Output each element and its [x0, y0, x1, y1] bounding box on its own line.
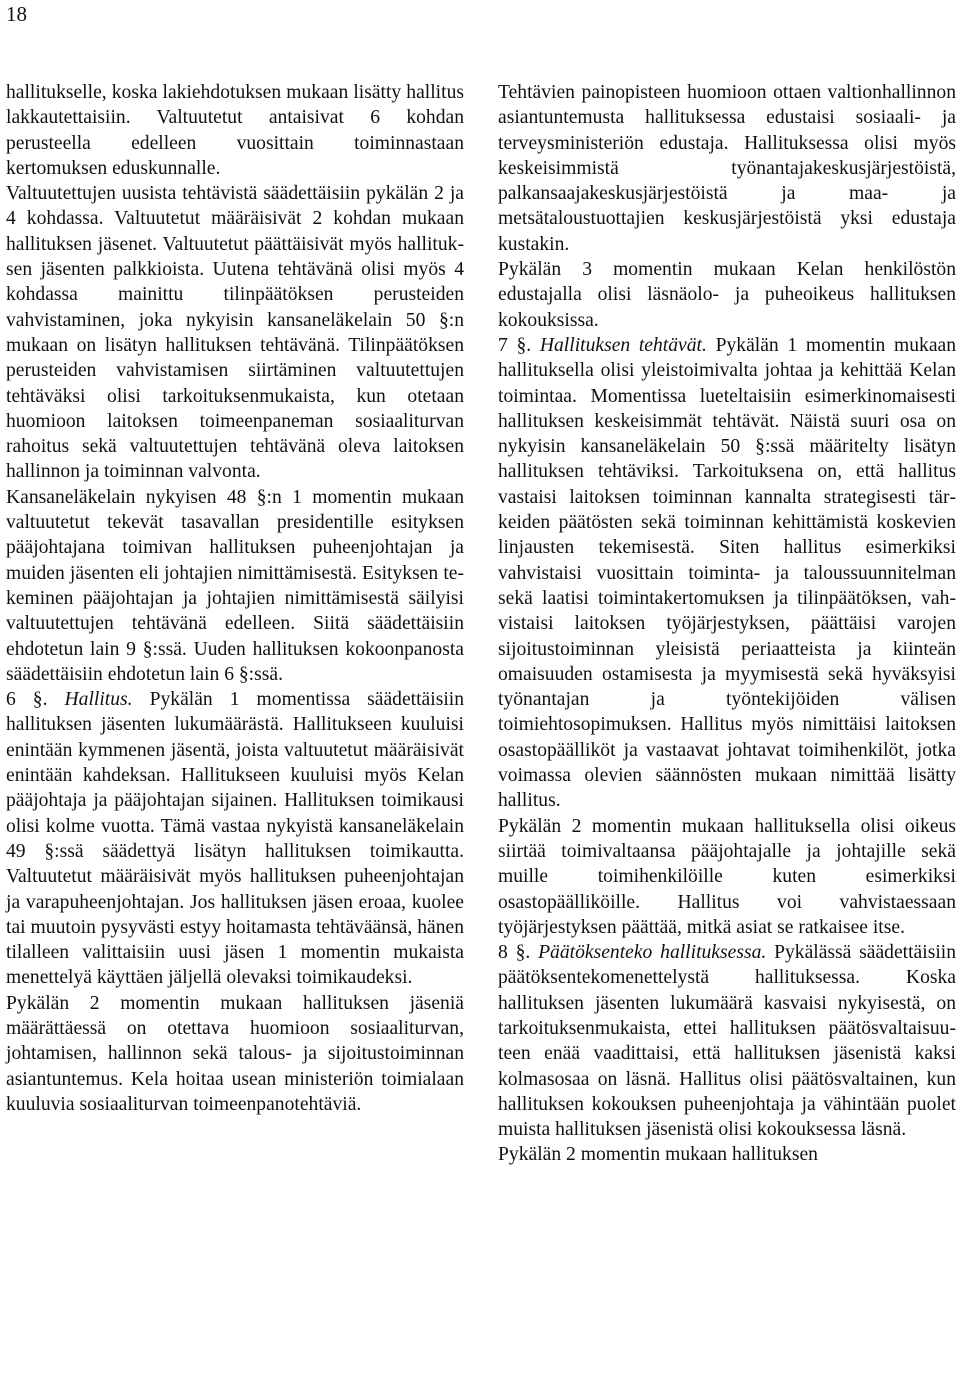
section-number: 6 §. [6, 689, 48, 711]
paragraph: Kansaneläkelain nykyisen 48 §:n 1 momentin mukaan valtuutetut tekevät tasavallan presidentille esityksen pääjohtajana toimivan hallituksen puheenjohtajan ja muiden jäsenten eli johtajien nimittämisestä. Esityksen tekeminen pääjohtajan ja johtajien nimittämisestä säilyisi valtuutettujen tehtävänä edelleen. Siitä säädettäisiin ehdotetun lain 9 §:ssä. Uuden hallituksen kokoonpanosta säädettäisiin ehdotetun lain 6 §:ssä. [6, 486, 464, 685]
section-paragraph-7 [498, 333, 956, 814]
page-number: 18 [6, 2, 27, 26]
paragraph: Pykälän 2 momentin mukaan hallituksella olisi oikeus siirtää toimivaltaansa pääjohtajalle ja johtajille sekä muille toimihenkilöille kuten esimerkiksi osastopäälliköille. Hallitus voi vahvistaessaan työjärjestyksen päättää, mitkä asiat se ratkaisee itse. [498, 815, 956, 938]
section-number: 8 §. [498, 942, 531, 964]
section-title: Päätöksenteko hallituksessa. [538, 942, 767, 964]
section-title: Hallitus. [64, 689, 133, 711]
paragraph: Pykälän 2 momentin mukaan hallituksen jäseniä määrättäessä on otettava huomioon sosiaaliturvan, johtamisen, hallinnon sekä talous- ja sijoitustoiminnan asiantuntemus. Kela hoitaa usean ministeriön toimialaan kuuluvia sosiaaliturvan toimeenpanotehtäviä. [6, 992, 464, 1115]
section-title: Hallituksen tehtävät. [539, 334, 707, 356]
section-text: Pykälän 1 momentin mukaan hallituksella olisi yleistoimivalta johtaa ja kehittää Kelan toimintaa. Momentissa lueteltaisiin esimerkinomaisesti hallituksen keskeisimmät tehtävät. Näistä suuri osa on nykyisin kansaneläkelain 50 §:ssä määritelty lisätyn hallituksen tehtäviksi. Tarkoituksena on, että hallitus vastaisi laitoksen toiminnan kannalta strategisesti tärkeiden päätösten sekä toiminnan kehittämistä koskevien linjausten tekemisestä. Siten hallitus esimerkiksi vahvistaisi vuosittain toiminta- ja taloussuunnitelman sekä laatisi toimintakertomuksen ja tilinpäätöksen, vahvistaisi laitoksen työjärjestyksen, päättäisi varojen sijoitustoiminnan yleisistä periaatteista ja kiinteän omaisuuden ostamisesta ja myymisestä sekä hyväksyisi työnantajan ja työntekijöiden välisen toimiehtosopimuksen. Hallitus myös nimittäisi laitoksen osastopäälliköt ja vastaavat johtavat toimihenkilöt, jotka voimassa olevien säännösten mukaan nimittää lisätty hallitus. [498, 334, 957, 812]
paragraph: Pykälän 3 momentin mukaan Kelan henkilöstön edustajalla olisi läsnäolo- ja puheoikeus hallituksen kokouksissa. [498, 259, 956, 331]
paragraph: hallitukselle, koska lakiehdotuksen mukaan lisätty hallitus lakkautettaisiin. Valtuutetut antaisivat 6 kohdan perusteella edelleen vuosittain toiminnastaan kertomuksen eduskunnalle. [6, 82, 464, 179]
section-text: Pykälässä säädettäisiin päätöksentekomenettelystä hallituksessa. Koska hallituksen jäsenten lukumäärä kasvaisi nykyisestä, on tarkoituksenmukaista, ettei hallituksen päätösvaltaisuuteen enää vaadittaisi, että hallituksen jäsenistä kaksi kolmasosaa on läsnä. Hallitus olisi päätösvaltainen, kun hallituksen kokouksen puheenjohtaja ja vähintään puolet muista hallituksen jäsenistä olisi kokouksessa läsnä. [498, 942, 956, 1141]
left-column [6, 80, 464, 1117]
section-paragraph-6 [6, 687, 464, 991]
paragraph: Pykälän 2 momentin mukaan hallituksen [498, 1144, 818, 1166]
section-text: Pykälän 1 momentissa säädettäisiin hallituksen jäsenten lukumäärästä. Hallitukseen kuuluisi enintään kymmenen jäsentä, joista valtuutetut määräisivät enintään kahdeksan. Hallitukseen kuuluisi myös Kelan pääjohtaja ja pääjohtajan sijainen. Hallituksen toimikausi olisi kolme vuotta. Tämä vastaa nykyistä kansaneläkelain 49 §:ssä säädettyä lisätyn hallituksen toimikautta. Valtuutetut määräisivät myös hallituksen puheenjohtajan ja varapuheenjohtajan. Jos hallituksen jäsen eroaa, kuolee tai muutoin pysyvästi estyy hoitamasta tehtäväänsä, hänen tilalleen valittaisiin uusi jäsen 1 momentin mukaista menettelyä käyttäen jäljellä olevaksi toimikaudeksi. [6, 689, 465, 989]
section-number: 7 §. [498, 334, 532, 356]
paragraph: Valtuutettujen uusista tehtävistä säädettäisiin pykälän 2 ja 4 kohdassa. Valtuutetut määräisivät 2 kohdan mukaan hallituksen jäsenet. Valtuutetut päättäisivät myös hallituksen jäsenten palkkioista. Uutena tehtävänä olisi myös 4 kohdassa mainittu tilinpäätöksen perusteiden vahvistaminen, joka nykyisin kansaneläkelain 50 §:n mukaan on lisätyn hallituksen tehtävänä. Tilinpäätöksen perusteiden vahvistamisen siirtäminen valtuutettujen tehtäväksi olisi tarkoituksenmukaista, kun otetaan huomioon laitoksen toimeenpaneman sosiaaliturvan rahoitus sekä valtuutettujen tehtävänä oleva laitoksen hallinnon ja toiminnan valvonta. [6, 183, 464, 483]
right-column [498, 80, 956, 1168]
paragraph: Tehtävien painopisteen huomioon ottaen valtionhallinnon asiantuntemusta hallituksessa edustaisi sosiaali- ja terveysministeriön edustaja. Hallituksessa olisi myös keskeisimmistä työnantajakeskusjärjestöistä, palkansaajakeskusjärjestöistä ja maa- ja metsätaloustuottajien keskusjärjestöistä yksi edustaja kustakin. [498, 82, 956, 255]
section-paragraph-8 [498, 940, 956, 1142]
